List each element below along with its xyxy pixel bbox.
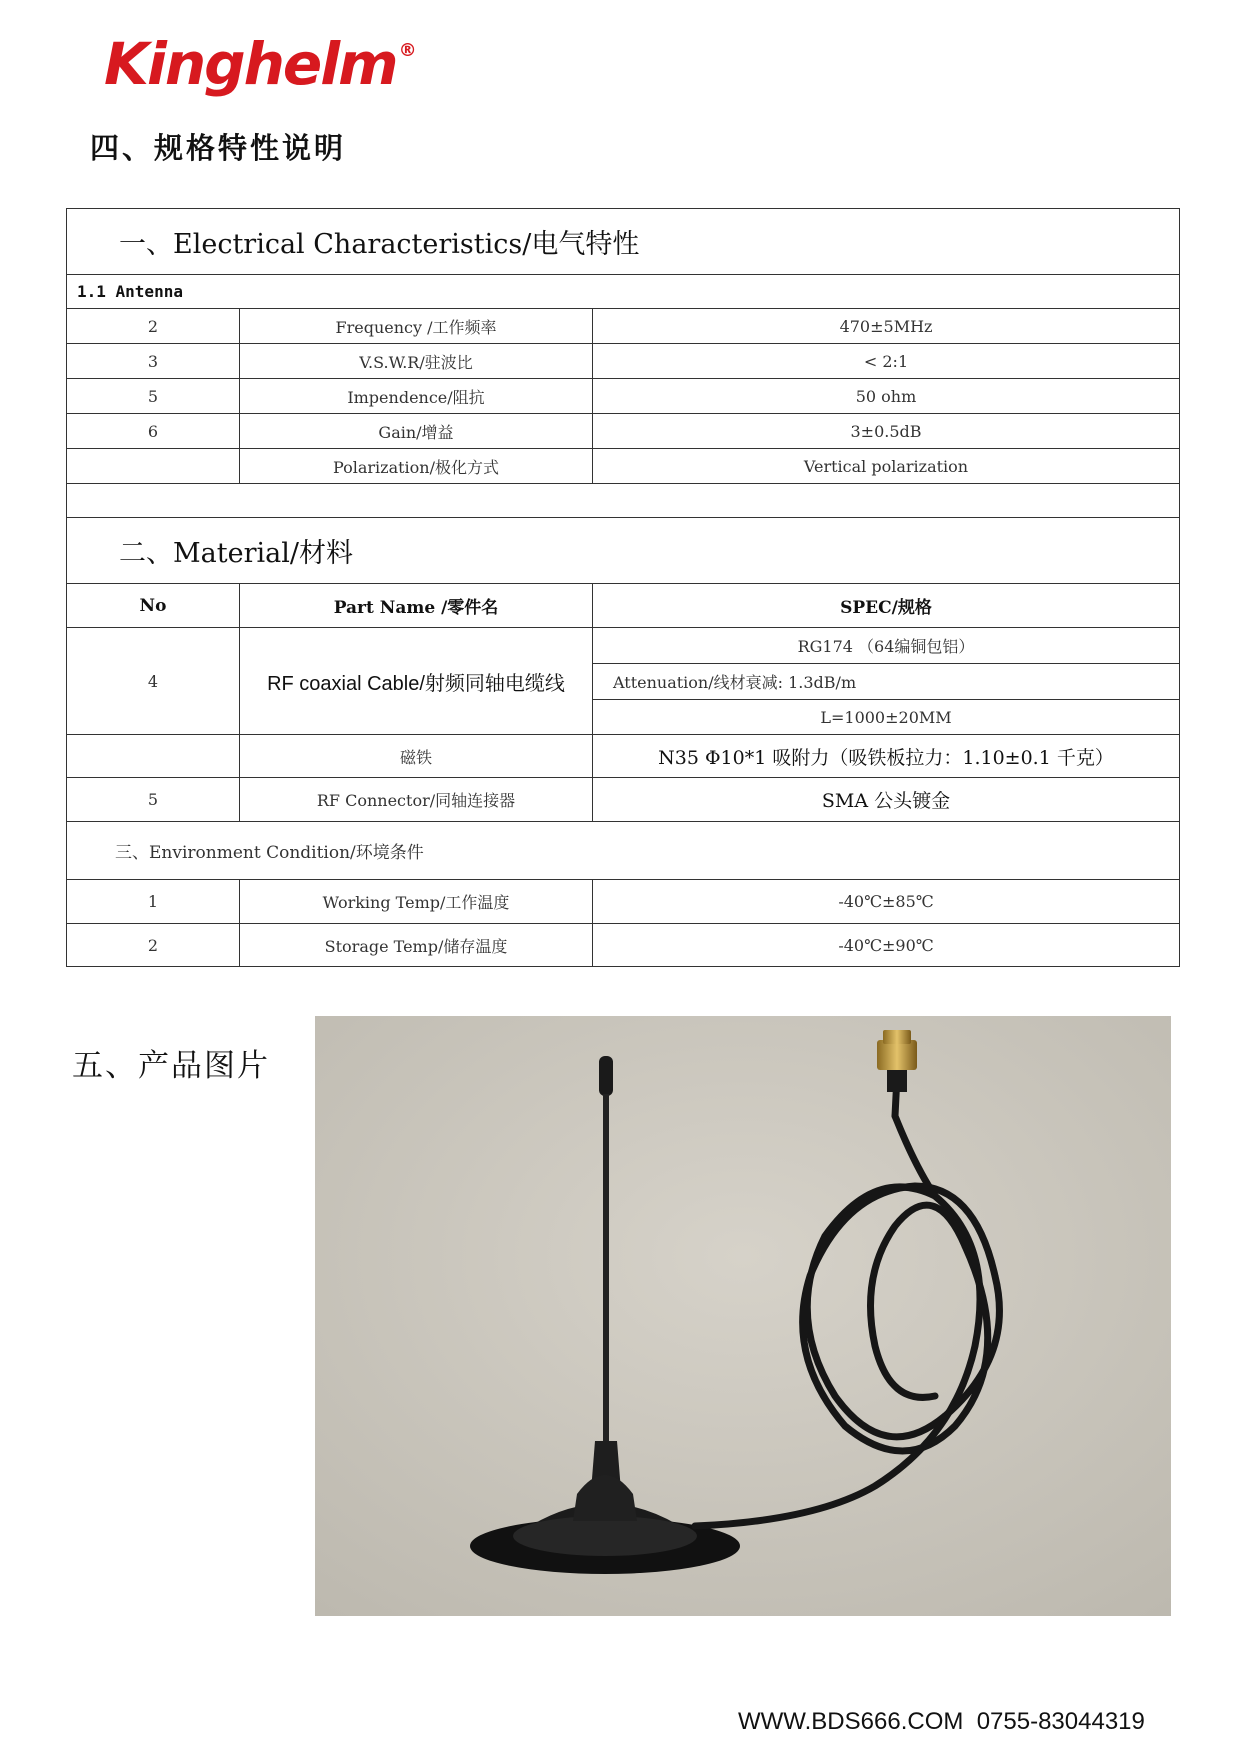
row-no: 5 — [67, 379, 240, 414]
cable-spec-line: RG174 （64编铜包铝） — [593, 628, 1180, 664]
table-row — [67, 309, 1180, 344]
table-row — [67, 414, 1180, 449]
footer-contact — [738, 1708, 1145, 1736]
table-row — [67, 880, 1180, 924]
section-title: 四、规格特性说明 — [90, 131, 347, 165]
col-header-part: Part Name /零件名 — [240, 584, 593, 628]
row-no: 3 — [67, 344, 240, 379]
row-value: < 2:1 — [593, 344, 1180, 379]
row-item: V.S.W.R/驻波比 — [240, 344, 593, 379]
footer-website: WWW.BDS666.COM — [738, 1708, 964, 1735]
row-value: 470±5MHz — [593, 309, 1180, 344]
row-item: Impendence/阻抗 — [240, 379, 593, 414]
antenna-subheading: 1.1 Antenna — [67, 275, 1180, 309]
registered-mark: ® — [398, 39, 415, 61]
row-item: Gain/增益 — [240, 414, 593, 449]
row-item: Frequency /工作频率 — [240, 309, 593, 344]
footer-phone: 0755-83044319 — [976, 1708, 1145, 1735]
magnet-spec: N35 Φ10*1 吸附力（吸铁板拉力：1.10±0.1 千克） — [593, 735, 1180, 778]
blank-spacer-row — [67, 484, 1180, 518]
table-row — [67, 449, 1180, 484]
row-no: 2 — [67, 309, 240, 344]
table-row — [67, 379, 1180, 414]
environment-heading: 三、Environment Condition/环境条件 — [67, 822, 1180, 880]
row-item: Polarization/极化方式 — [240, 449, 593, 484]
specification-table — [66, 208, 1180, 967]
connector-no: 5 — [67, 778, 240, 822]
cable-spec-line: Attenuation/线材衰减: 1.3dB/m — [593, 664, 1180, 700]
connector-part: RF Connector/同轴连接器 — [240, 778, 593, 822]
connector-spec: SMA 公头镀金 — [593, 778, 1180, 822]
row-item: Storage Temp/储存温度 — [240, 924, 593, 967]
electrical-heading: 一、Electrical Characteristics/电气特性 — [67, 209, 1180, 275]
magnet-part: 磁铁 — [240, 735, 593, 778]
kinghelm-logo — [104, 30, 413, 98]
row-value: 50 ohm — [593, 379, 1180, 414]
table-row — [67, 924, 1180, 967]
magnet-no — [67, 735, 240, 778]
table-row — [67, 778, 1180, 822]
row-value: 3±0.5dB — [593, 414, 1180, 449]
product-photo-title: 五、产品图片 — [72, 1048, 270, 1084]
row-value: -40℃±90℃ — [593, 924, 1180, 967]
cable-spec-line: L=1000±20MM — [593, 700, 1180, 735]
col-header-spec: SPEC/规格 — [593, 584, 1180, 628]
row-no: 1 — [67, 880, 240, 924]
cable-no: 4 — [67, 628, 240, 735]
row-no — [67, 449, 240, 484]
brand-name: Kinghelm — [104, 30, 397, 98]
row-value: -40℃±85℃ — [593, 880, 1180, 924]
row-item: Working Temp/工作温度 — [240, 880, 593, 924]
row-value: Vertical polarization — [593, 449, 1180, 484]
table-row — [67, 344, 1180, 379]
row-no: 6 — [67, 414, 240, 449]
table-row — [67, 735, 1180, 778]
product-photo — [315, 1016, 1171, 1616]
col-header-no: No — [67, 584, 240, 628]
row-no: 2 — [67, 924, 240, 967]
cable-part: RF coaxial Cable/射频同轴电缆线 — [240, 628, 593, 735]
material-heading: 二、Material/材料 — [67, 518, 1180, 584]
